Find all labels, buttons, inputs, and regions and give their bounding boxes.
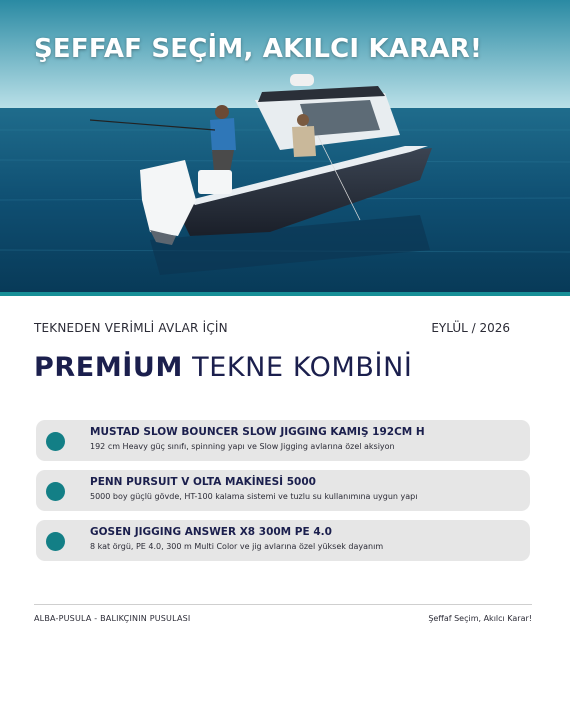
hero-accent-bar (0, 292, 570, 296)
bullet-dot (46, 532, 65, 551)
product-name: GOSEN JIGGING ANSWER X8 300M PE 4.0 (90, 526, 332, 538)
hero-headline: ŞEFFAF SEÇİM, AKILCI KARAR! (34, 34, 483, 64)
section-title (34, 352, 412, 383)
issue-date: EYLÜL / 2026 (431, 321, 510, 335)
bullet-dot (46, 482, 65, 501)
product-card (36, 520, 530, 561)
product-description: 192 cm Heavy güç sınıfı, spinning yapı ve Slow Jigging avlarına özel aksiyon (90, 442, 395, 451)
title-light: TEKNE KOMBİNİ (192, 352, 413, 383)
footer-slogan: Şeffaf Seçim, Akılcı Karar! (428, 614, 532, 623)
footer-brand: ALBA-PUSULA - BALIKÇININ PUSULASI (34, 614, 191, 623)
product-description: 8 kat örgü, PE 4.0, 300 m Multi Color ve jig avlarına özel yüksek dayanım (90, 542, 384, 551)
title-bold: PREMİUM (34, 352, 183, 383)
product-name: MUSTAD SLOW BOUNCER SLOW JIGGING KAMIŞ 192CM H (90, 426, 425, 438)
footer-divider (34, 604, 532, 605)
product-name: PENN PURSUIT V OLTA MAKİNESİ 5000 (90, 476, 316, 488)
section-kicker: TEKNEDEN VERİMLİ AVLAR İÇİN (34, 321, 228, 335)
hero-image (0, 0, 570, 292)
product-list (36, 420, 530, 570)
product-description: 5000 boy güçlü gövde, HT-100 kalama sistemi ve tuzlu su kullanımına uygun yapı (90, 492, 418, 501)
bullet-dot (46, 432, 65, 451)
product-card (36, 470, 530, 511)
product-card (36, 420, 530, 461)
